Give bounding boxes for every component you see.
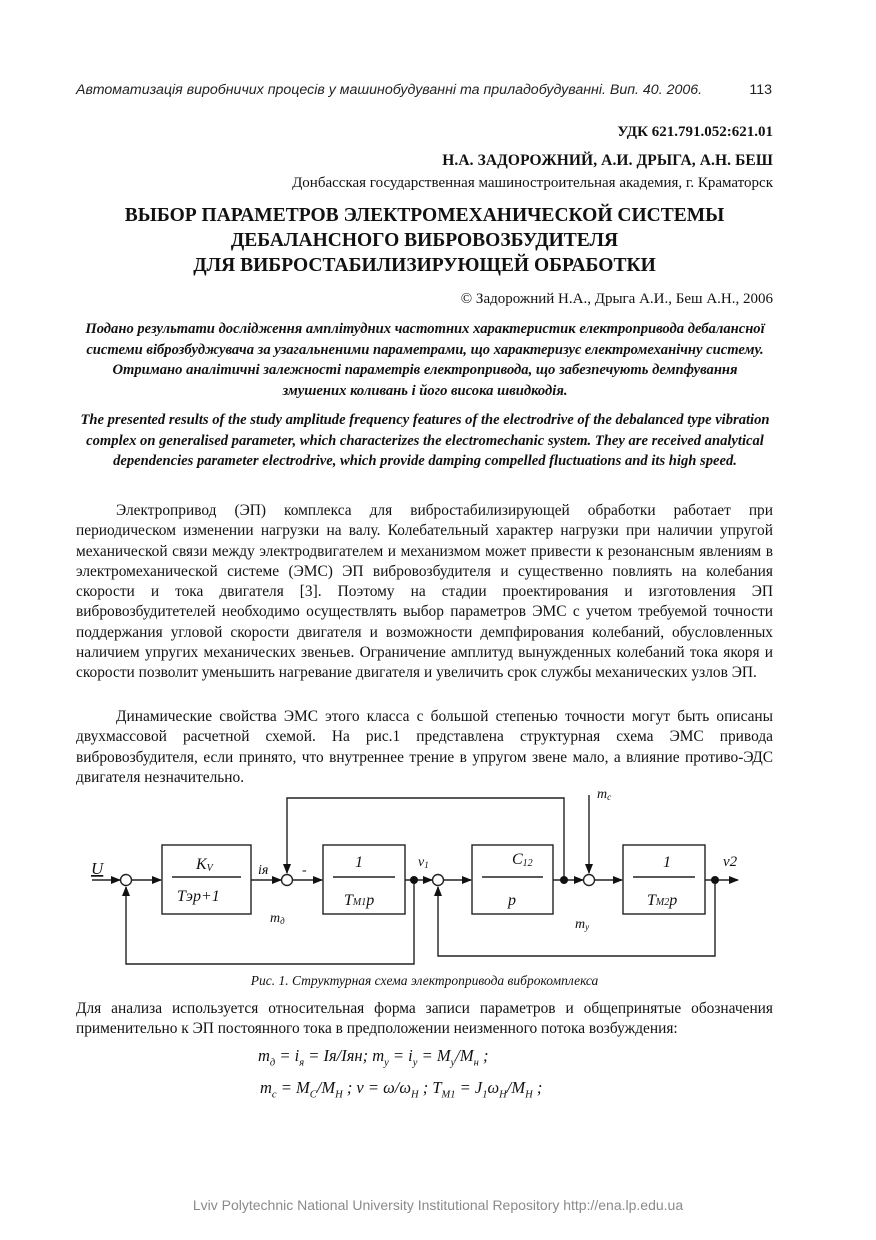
- summing-junction-4: [584, 875, 595, 886]
- running-head-journal: Автоматизація виробничих процесів у машинобудуванні та приладобудуванні. Вип. 40. 2006.: [76, 82, 703, 98]
- svg-text:v1: v1: [418, 855, 429, 870]
- svg-text:TM2p: TM2p: [647, 892, 678, 909]
- abstract-english: The presented results of the study amplitude frequency features of the electrodrive of the debalanced type vibration complex on generalised parameter, which characterizes the electromechanic system. They are received analytical dependencies parameter electrodrive, which provide damping compelled fluctuations and its high speed.: [80, 412, 770, 469]
- svg-text:TM1p: TM1p: [344, 892, 375, 909]
- minus-sign: -: [302, 863, 307, 878]
- svg-text:p: p: [508, 892, 516, 909]
- svg-text:my: my: [575, 917, 590, 932]
- output-v2-label: ν2: [723, 854, 738, 870]
- title-line: ДЛЯ ВИБРОСТАБИЛИЗИРУЮЩЕЙ ОБРАБОТКИ: [193, 255, 656, 276]
- title-line: ВЫБОР ПАРАМЕТРОВ ЭЛЕКТРОМЕХАНИЧЕСКОЙ СИСТЕМЫ: [124, 205, 725, 226]
- svg-text:mд: mд: [270, 911, 285, 926]
- summing-junction-2: [282, 875, 293, 886]
- title-line: ДЕБАЛАНСНОГО ВИБРОВОЗБУДИТЕЛЯ: [230, 230, 619, 251]
- svg-text:mc: mc: [597, 787, 612, 802]
- svg-text:Tэp+1: Tэp+1: [177, 888, 220, 905]
- svg-text:C12: C12: [512, 851, 533, 869]
- summing-junction-1: [121, 875, 132, 886]
- repository-footer: Lviv Polytechnic National University Institutional Repository http://ena.lp.edu.ua: [192, 1197, 684, 1213]
- page-number: 113: [749, 82, 772, 98]
- svg-text:KV: KV: [196, 856, 213, 874]
- formula-line-1: $m_д = i_я = Iя/Iян$; $m_у = i_у = M_у/M_н$ ;: [258, 1046, 489, 1069]
- authors: Н.А. ЗАДОРОЖНИЙ, А.И. ДРЫГА, А.Н. БЕШ: [442, 152, 773, 169]
- paragraph-text: Электропривод (ЭП) комплекса для вибростабилизирующей обработки работает при периодическом изменении нагрузки на валу. Колебательный характер нагрузки при наличии упругой механической связи между электродвигателем и механизмом может привести к резонансным явлениям в электромеханической системе (ЭМС) ЭП вибровозбудителя и существенно повлиять на колебания скорости и тока двигателя [3]. Поэтому на стадии проектирования и изготовления ЭП вибровозбудитетелей необходимо осуществлять выбор параметров ЭМС с учетом требуемой точности поддержания угловой скорости двигателя и возможности демпфирования колебаний, обусловленных наличием упругих механических звеньев. Ограничение амплитуд вынужденных колебаний тока якоря и скорости позволит уменьшить нагревание двигателя и увеличить срок службы механических узлов ЭП.: [76, 502, 773, 682]
- svg-text:1: 1: [355, 854, 363, 871]
- udk-code: УДК 621.791.052:621.01: [617, 124, 773, 140]
- body-paragraph-3: Для анализа используется относительная форма записи параметров и общепринятые обозначения применительно к ЭП постоянного тока в предположении неизменного потока возбуждения:: [76, 1000, 773, 1038]
- summing-junction-3: [433, 875, 444, 886]
- svg-text:1: 1: [663, 854, 671, 871]
- abstract-ukrainian: Подано результати дослідження амплітудних частотних характеристик електропривода дебалансної системи віброзбуджувача за узагальненими параметрами, що характеризує електромеханічну систему. Отримано аналітичні залежності параметрів електропривода, що забезпечують демпфування змушених коливань і його висока швидкодія.: [85, 321, 765, 399]
- figure-caption: Рис. 1. Структурная схема электропривода виброкомплекса: [250, 973, 599, 988]
- copyright: © Задорожний Н.А., Дрыга А.И., Беш А.Н., 2006: [460, 291, 773, 307]
- current-label: iя: [258, 863, 269, 878]
- input-u-label: U: [91, 859, 104, 878]
- formula-line-2: $m_c = M_C/M_H$ ; $\nu = \omega/\omega_H$ ; $T_{M1} = J_1\omega_H/M_H$ ;: [260, 1078, 543, 1101]
- affiliation: Донбасская государственная машиностроительная академия, г. Краматорск: [292, 175, 773, 191]
- paragraph-text: Динамические свойства ЭМС этого класса с большой степенью точности могут быть описаны двухмассовой расчетной схемой. На рис.1 представлена структурная схема ЭМС привода вибровозбудителя, если принято, что внутреннее трение в упругом звене мало, а влияние противо-ЭДС двигателя незначительно.: [76, 708, 773, 786]
